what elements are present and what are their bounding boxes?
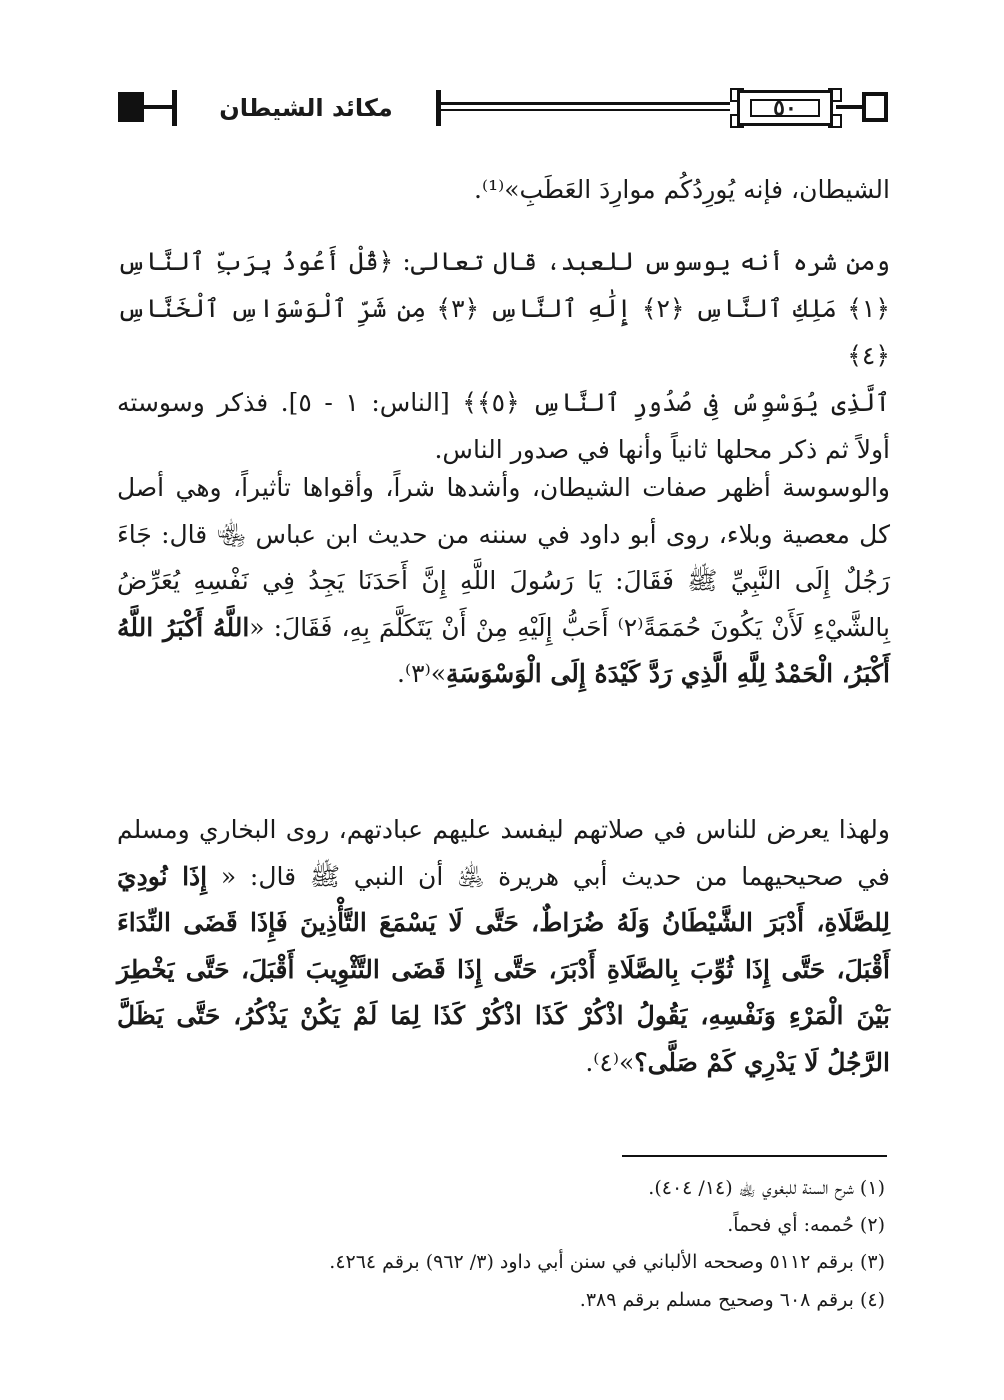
header-left-square-ornament xyxy=(118,92,144,122)
paragraph-line: أولاً ثم ذكر محلها ثانياً وأنها في صدور الناس. xyxy=(434,435,890,464)
footnote-separator xyxy=(622,1155,887,1157)
quran-line: ﴿١﴾ مَلِكِ ٱلنَّاسِ ﴿٢﴾ إِلَٰهِ ٱلنَّاسِ ﴿٣﴾ مِن شَرِّ ٱلْوَسْوَاسِ ٱلْخَنَّاسِ ﴿٤﴾ xyxy=(117,294,890,370)
header-right-square-ornament xyxy=(862,92,888,122)
main-text xyxy=(117,166,890,213)
hadith-text: ولهذا يعرض للناس في صلاتهم ليفسد عليهم عبادتهم، روى البخاري ومسلم في صحيحيهما من حديث أبي هريرة ﵁ أن النبي ﷺ قال: « xyxy=(117,815,890,891)
header-divider-bar xyxy=(436,90,441,126)
page-number-frame xyxy=(737,90,833,126)
footnote: (٣) برقم ٥١١٢ وصححه الألباني في سنن أبي داود (٣/ ٩٦٢) برقم ٤٢٦٤. xyxy=(329,1251,885,1273)
page-number: ٥٠ xyxy=(773,95,797,121)
paragraph xyxy=(117,807,890,1086)
paragraph: الشيطان، فإنه يُورِدُكُم موارِدَ العَطَبِ»⁽¹⁾. xyxy=(474,175,890,204)
footnote: (٤) برقم ٦٠٨ وصحيح مسلم برقم ٣٨٩. xyxy=(579,1289,885,1311)
hadith-end: »⁽٣⁾. xyxy=(397,659,447,688)
hadith-end: »⁽٤⁾. xyxy=(585,1047,635,1077)
quran-line: ٱلَّذِى يُوَسْوِسُ فِى صُدُورِ ٱلنَّاسِ ﴿٥﴾﴾ [الناس: ١ - ٥]. فذكر وسوسته xyxy=(117,388,890,417)
main-text xyxy=(117,807,890,1086)
header-rule-right xyxy=(836,105,862,109)
header-rule-middle xyxy=(440,102,730,105)
footnote: (١) شرح السنة للبغوي ﵀ (١٤/ ٤٠٤). xyxy=(648,1177,885,1199)
header-divider-bar xyxy=(172,90,177,126)
paragraph xyxy=(117,465,890,698)
header-rule-middle-lower xyxy=(440,109,730,111)
main-text xyxy=(117,238,890,473)
book-title: مكائد الشيطان xyxy=(180,92,432,124)
hadith-quote-bold: اللَّهُ أَكْبَرُ اللَّهُ أَكْبَرُ، الْحَمْدُ لِلَّهِ الَّذِي رَدَّ كَيْدَهُ إِلَى الْوَسْوَسَةِ xyxy=(117,612,890,688)
header-rule-left xyxy=(142,105,172,109)
footnote: (٢) حُممه: أي فحماً. xyxy=(727,1214,885,1236)
hadith-quote-bold: إِذَا نُودِيَ لِلصَّلَاةِ، أَدْبَرَ الشَّيْطَانُ وَلَهُ ضُرَاطٌ، حَتَّى لَا يَسْمَعَ التَّأْذِينَ فَإِذَا قَضَى النِّدَاءَ أَقْبَلَ، حَتَّى إِذَا ثُوِّبَ بِالصَّلَاةِ أَدْبَرَ، حَتَّى إِذَا قَضَى التَّثْوِيبَ أَقْبَلَ، حَتَّى يَخْطِرَ بَيْنَ الْمَرْءِ وَنَفْسِهِ، يَقُولُ اذْكُرْ كَذَا اذْكُرْ كَذَا لِمَا لَمْ يَكُنْ يَذْكُرُ، حَتَّى يَظَلَّ الرَّجُلُ لَا يَدْرِي كَمْ صَلَّى؟ xyxy=(117,861,890,1077)
hadith-text: والوسوسة أظهر صفات الشيطان، وأشدها شراً، وأقواها تأثيراً، وهي أصل كل معصية وبلاء، روى أبو داود في سننه من حديث ابن عباس ﵄ قال: جَاءَ رَجُلٌ إِلَى النَّبِيِّ ﷺ فَقَالَ: يَا رَسُولَ اللَّهِ إِنَّ أَحَدَنَا يَجِدُ فِي نَفْسِهِ يُعَرِّضُ بِالشَّيْءِ لَأَنْ يَكُونَ حُمَمَةً⁽٢⁾ أَحَبُّ إِلَيْهِ مِنْ أَنْ يَتَكَلَّمَ بِهِ، فَقَالَ: « xyxy=(117,473,890,642)
page-header xyxy=(118,86,888,130)
main-text xyxy=(117,465,890,698)
quran-line: ومن شره أنه يوسوس للعبد، قال تعالى: ﴿قُلْ أَعُوذُ بِرَبِّ ٱلنَّاسِ xyxy=(117,247,890,276)
